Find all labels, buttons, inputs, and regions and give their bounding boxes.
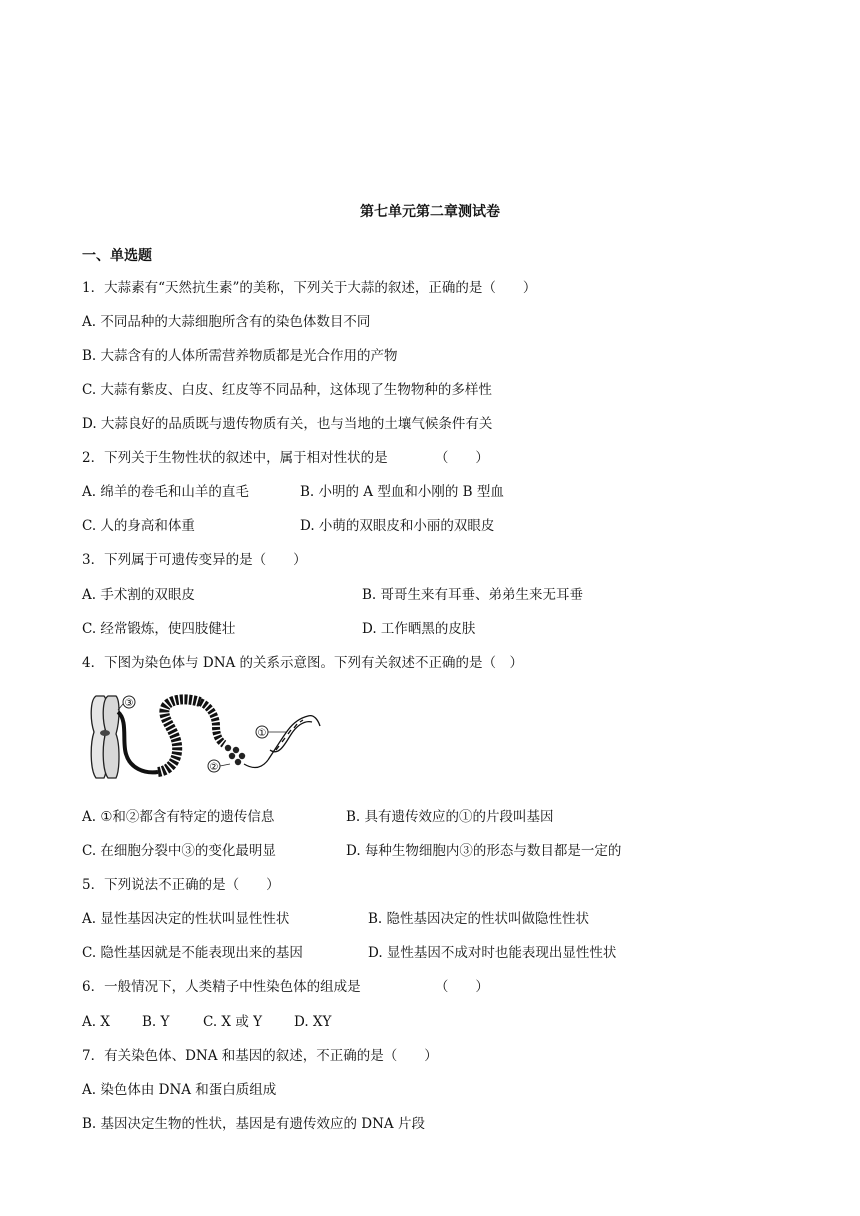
question-1-option-b: B. 大蒜含有的人体所需营养物质都是光合作用的产物 — [82, 348, 398, 364]
question-4-stem: 4．下图为染色体与 DNA 的关系示意图。下列有关叙述不正确的是（ ） — [82, 655, 524, 671]
chromosome-dna-figure — [84, 690, 324, 782]
figure-label-1: ① — [257, 728, 267, 739]
question-3-option-a: A. 手术割的双眼皮 — [82, 587, 195, 603]
section-heading: 一、单选题 — [82, 248, 152, 264]
question-2-stem: 2．下列关于生物性状的叙述中，属于相对性状的是 （ ） — [82, 450, 489, 466]
chromosome-shape — [91, 696, 119, 778]
question-5-option-c: C. 隐性基因就是不能表现出来的基因 — [82, 945, 303, 961]
question-7-option-b: B. 基因决定生物的性状，基因是有遗传效应的 DNA 片段 — [82, 1116, 425, 1132]
question-5-stem: 5．下列说法不正确的是（ ） — [82, 877, 280, 893]
question-3-option-d: D. 工作晒黑的皮肤 — [362, 621, 476, 637]
question-3-stem: 3．下列属于可遗传变异的是（ ） — [82, 552, 307, 568]
page-title: 第七单元第二章测试卷 — [360, 204, 500, 220]
question-3-option-c: C. 经常锻炼，使四肢健壮 — [82, 621, 236, 637]
question-5-option-b: B. 隐性基因决定的性状叫做隐性性状 — [368, 911, 590, 927]
question-4-option-d: D. 每种生物细胞内③的形态与数目都是一定的 — [346, 843, 622, 859]
question-6-option-d: D. XY — [294, 1014, 332, 1030]
question-4-option-a: A. ①和②都含有特定的遗传信息 — [82, 809, 275, 825]
coiled-chromatin — [118, 699, 268, 772]
question-3-option-b: B. 哥哥生来有耳垂、弟弟生来无耳垂 — [362, 587, 584, 603]
question-6-option-b: B. Y — [142, 1014, 170, 1030]
question-5-option-d: D. 显性基因不成对时也能表现出显性性状 — [368, 945, 617, 961]
dna-helix — [268, 716, 320, 760]
question-2-option-c: C. 人的身高和体重 — [82, 518, 195, 534]
question-2-option-d: D. 小萌的双眼皮和小丽的双眼皮 — [300, 518, 495, 534]
question-2-option-b: B. 小明的 A 型血和小刚的 B 型血 — [300, 484, 504, 500]
question-1-option-d: D. 大蒜良好的品质既与遗传物质有关，也与当地的土壤气候条件有关 — [82, 416, 493, 432]
question-1-option-a: A. 不同品种的大蒜细胞所含有的染色体数目不同 — [82, 314, 371, 330]
question-6-option-a: A. X — [82, 1014, 110, 1030]
question-7-option-a: A. 染色体由 DNA 和蛋白质组成 — [82, 1082, 277, 1098]
question-4-option-c: C. 在细胞分裂中③的变化最明显 — [82, 843, 276, 859]
question-7-stem: 7．有关染色体、DNA 和基因的叙述，不正确的是（ ） — [82, 1048, 438, 1064]
question-6-option-c: C. X 或 Y — [203, 1014, 263, 1030]
figure-label-3: ③ — [124, 698, 134, 709]
question-6-stem: 6．一般情况下，人类精子中性染色体的组成是 （ ） — [82, 979, 489, 995]
figure-label-2: ② — [209, 762, 219, 773]
question-5-option-a: A. 显性基因决定的性状叫显性性状 — [82, 911, 290, 927]
question-4-option-b: B. 具有遗传效应的①的片段叫基因 — [346, 809, 554, 825]
question-1-stem: 1．大蒜素有“天然抗生素”的美称，下列关于大蒜的叙述，正确的是（ ） — [82, 280, 537, 296]
question-2-option-a: A. 绵羊的卷毛和山羊的直毛 — [82, 484, 249, 500]
question-1-option-c: C. 大蒜有紫皮、白皮、红皮等不同品种，这体现了生物物种的多样性 — [82, 382, 492, 398]
